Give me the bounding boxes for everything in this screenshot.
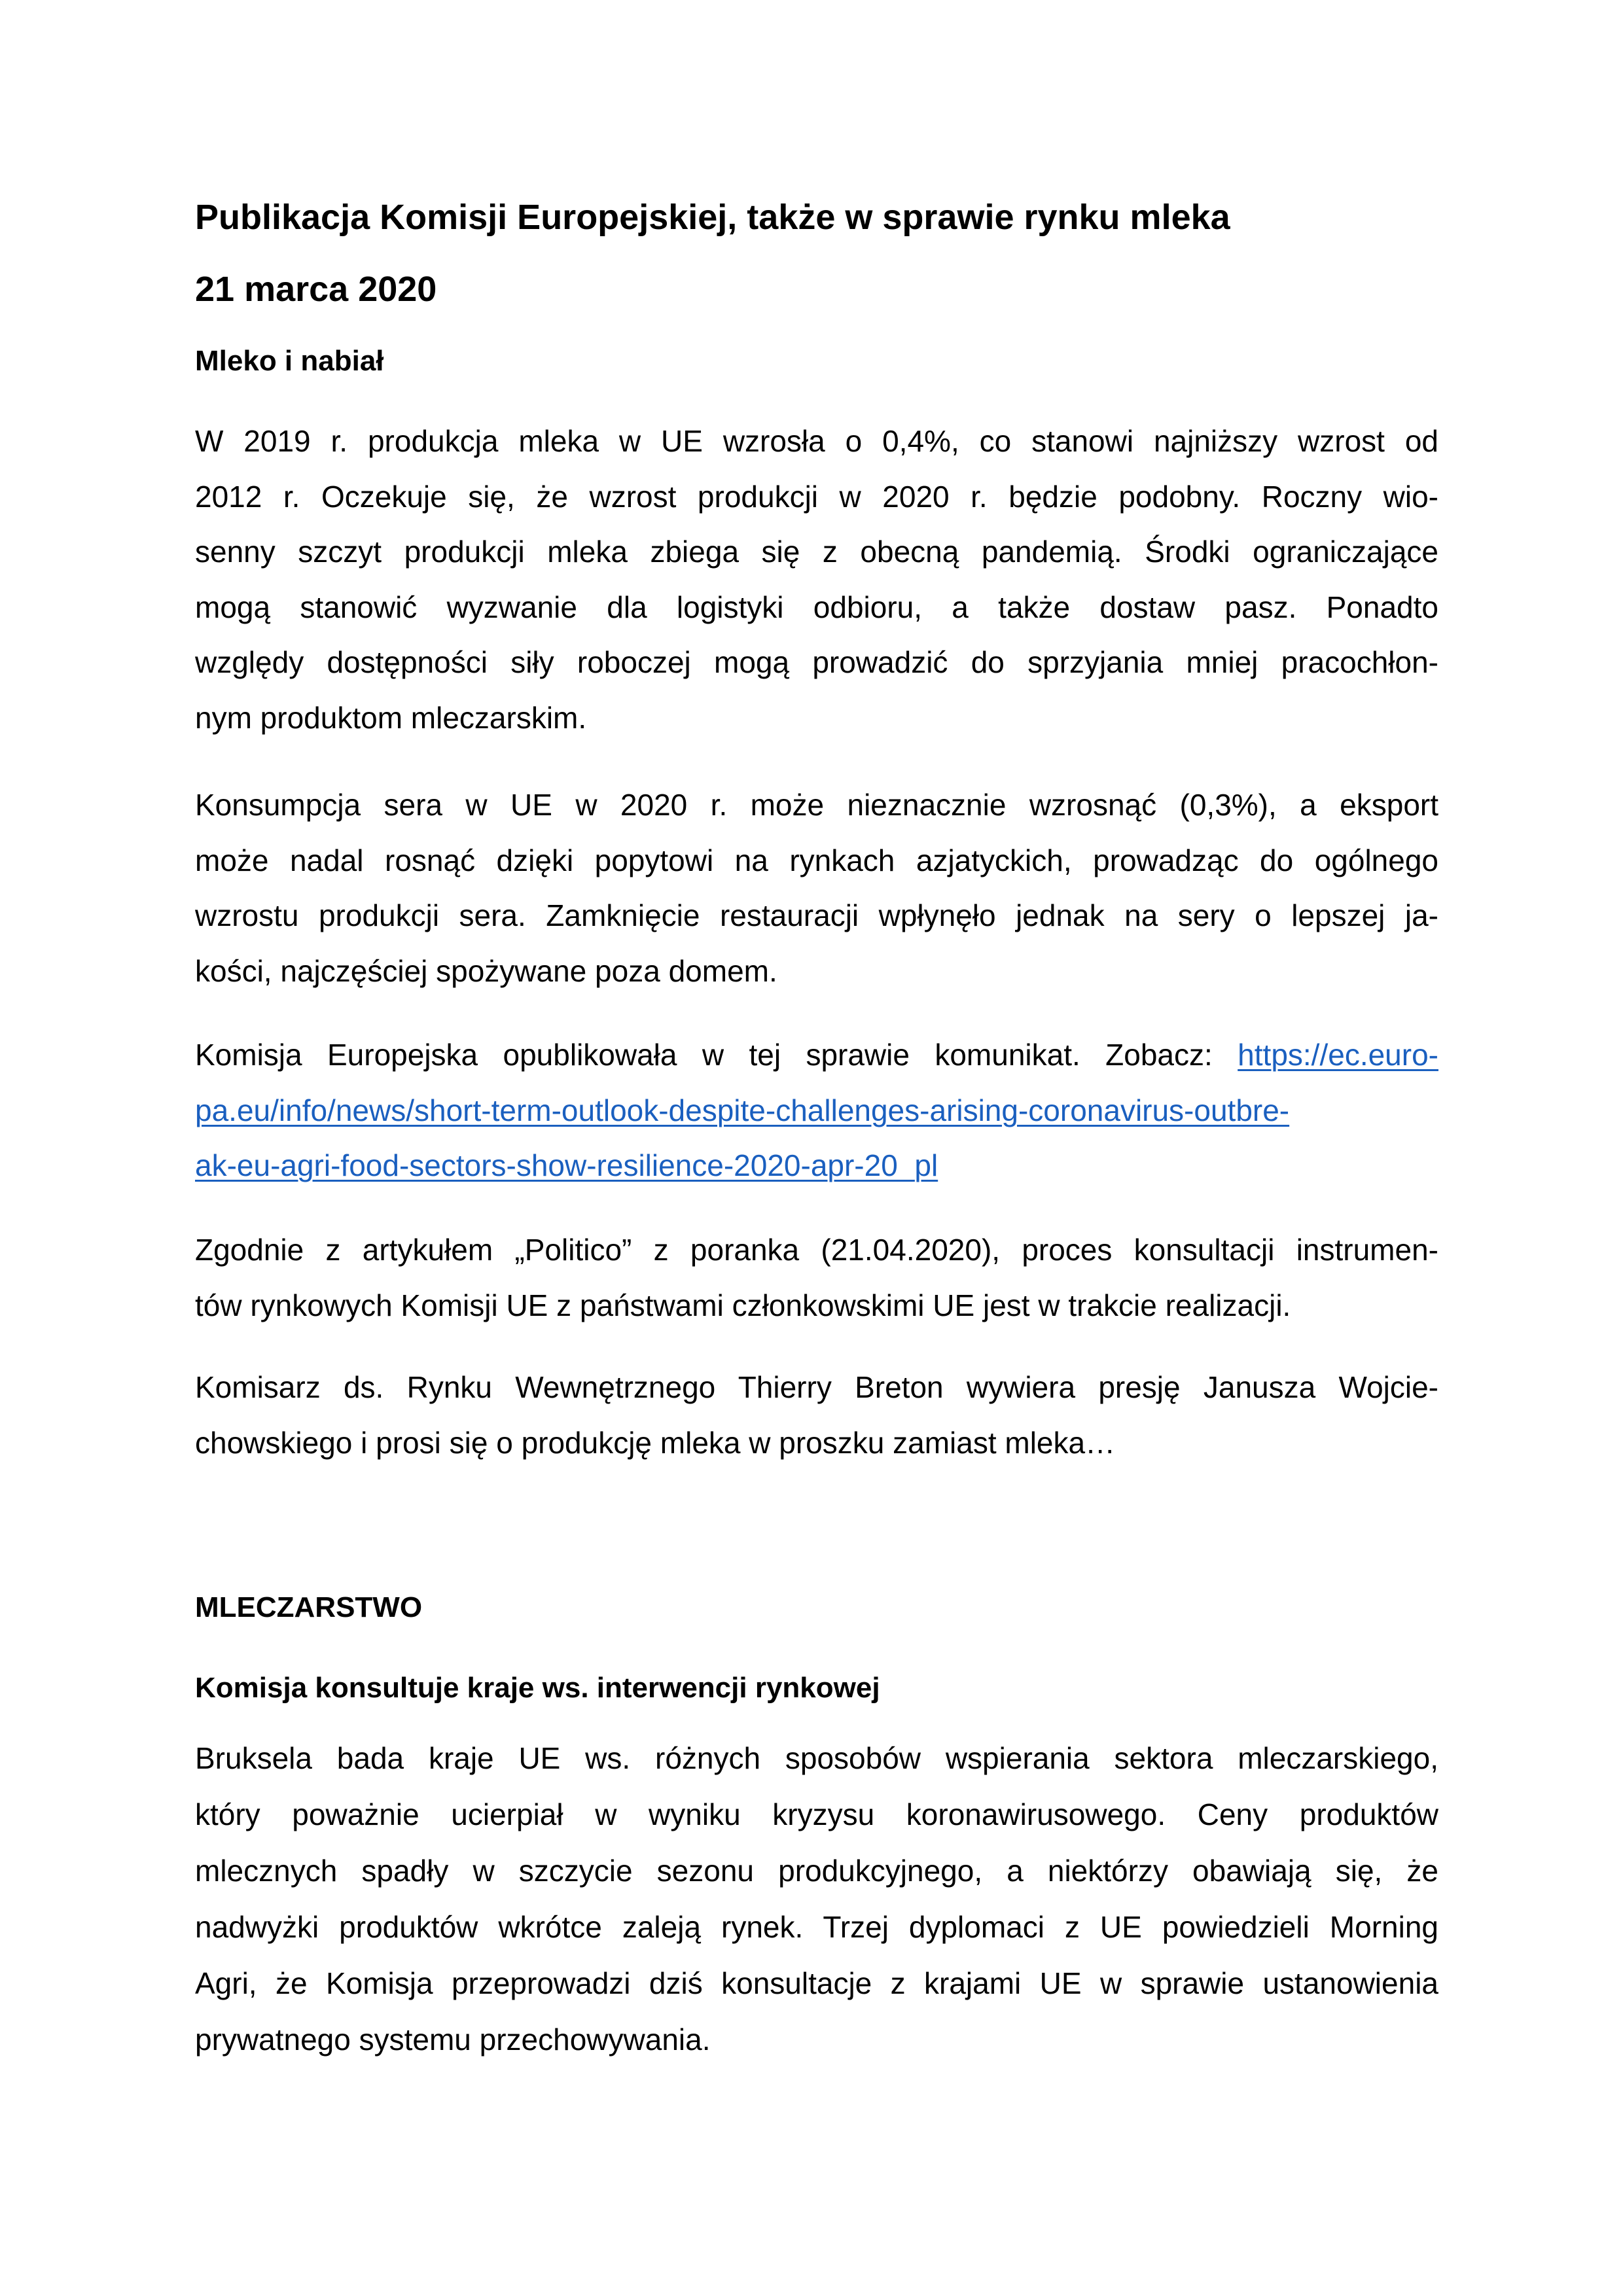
- text-line: senny szczyt produkcji mleka zbiega się z obecną pandemią. Środki ograniczające: [195, 535, 1438, 569]
- text-line: mlecznych spadły w szczycie sezonu produkcyjnego, a niektórzy obawiają się, że: [195, 1854, 1438, 1888]
- text-line: prywatnego systemu przechowywania.: [195, 2022, 711, 2057]
- text-line: kości, najczęściej spożywane poza domem.: [195, 953, 777, 988]
- paragraph-breton: [195, 1360, 1438, 1470]
- text-line: [195, 1138, 1438, 1193]
- text-line: Konsumpcja sera w UE w 2020 r. może nieznacznie wzrosnąć (0,3%), a eksport: [195, 788, 1438, 822]
- section-subheading-intervention: Komisja konsultuje kraje ws. interwencji rynkowej: [195, 1672, 880, 1704]
- paragraph-milk-production: [195, 414, 1438, 745]
- paragraph-commission-link: [195, 1027, 1438, 1193]
- text-line: mogą stanowić wyzwanie dla logistyki odbioru, a także dostaw pasz. Ponadto: [195, 590, 1438, 624]
- commission-news-link[interactable]: https://ec.euro-: [1238, 1038, 1438, 1072]
- text-line: może nadal rosnąć dzięki popytowi na rynkach azjatyckich, prowadząc do ogólnego: [195, 843, 1438, 877]
- text-line: Agri, że Komisja przeprowadzi dziś konsultacje z krajami UE w sprawie ustanowienia: [195, 1966, 1438, 2000]
- text-line: wzrostu produkcji sera. Zamknięcie restauracji wpłynęło jednak na sery o lepszej ja-: [195, 898, 1438, 932]
- text-line: który poważnie ucierpiał w wyniku kryzysu koronawirusowego. Ceny produktów: [195, 1797, 1438, 1831]
- document-title: Publikacja Komisji Europejskiej, także w sprawie rynku mleka: [195, 198, 1230, 237]
- text-line: tów rynkowych Komisji UE z państwami członkowskimi UE jest w trakcie realizacji.: [195, 1288, 1291, 1322]
- text-line: Zgodnie z artykułem „Politico” z poranka (21.04.2020), proces konsultacji instrumen-: [195, 1233, 1438, 1267]
- commission-news-link[interactable]: ak-eu-agri-food-sectors-show-resilience-2020-apr-20_pl: [195, 1148, 938, 1182]
- text-line: Bruksela bada kraje UE ws. różnych sposobów wspierania sektora mleczarskiego,: [195, 1741, 1438, 1775]
- text-line: nadwyżki produktów wkrótce zaleją rynek. Trzej dyplomaci z UE powiedzieli Morning: [195, 1910, 1438, 1944]
- document-date: 21 marca 2020: [195, 270, 437, 309]
- link-intro-text: Komisja Europejska opublikowała w tej sprawie komunikat. Zobacz:: [195, 1038, 1238, 1072]
- text-line: [195, 1083, 1438, 1139]
- text-line: nym produktom mleczarskim.: [195, 700, 587, 735]
- text-line: chowskiego i prosi się o produkcję mleka w proszku zamiast mleka…: [195, 1425, 1116, 1460]
- text-line: względy dostępności siły roboczej mogą prowadzić do sprzyjania mniej pracochłon-: [195, 645, 1438, 679]
- commission-news-link[interactable]: pa.eu/info/news/short-term-outlook-despite-challenges-arising-coronavirus-outbre-: [195, 1093, 1290, 1127]
- section-heading-milk: Mleko i nabiał: [195, 345, 384, 377]
- text-line: 2012 r. Oczekuje się, że wzrost produkcji w 2020 r. będzie podobny. Roczny wio-: [195, 479, 1438, 514]
- paragraph-brussels: [195, 1730, 1438, 2068]
- section-heading-dairy: MLECZARSTWO: [195, 1591, 423, 1623]
- paragraph-cheese: [195, 777, 1438, 998]
- paragraph-politico: [195, 1222, 1438, 1333]
- text-line: [195, 1027, 1438, 1083]
- text-line: W 2019 r. produkcja mleka w UE wzrosła o 0,4%, co stanowi najniższy wzrost od: [195, 424, 1438, 458]
- text-line: Komisarz ds. Rynku Wewnętrznego Thierry Breton wywiera presję Janusza Wojcie-: [195, 1370, 1438, 1404]
